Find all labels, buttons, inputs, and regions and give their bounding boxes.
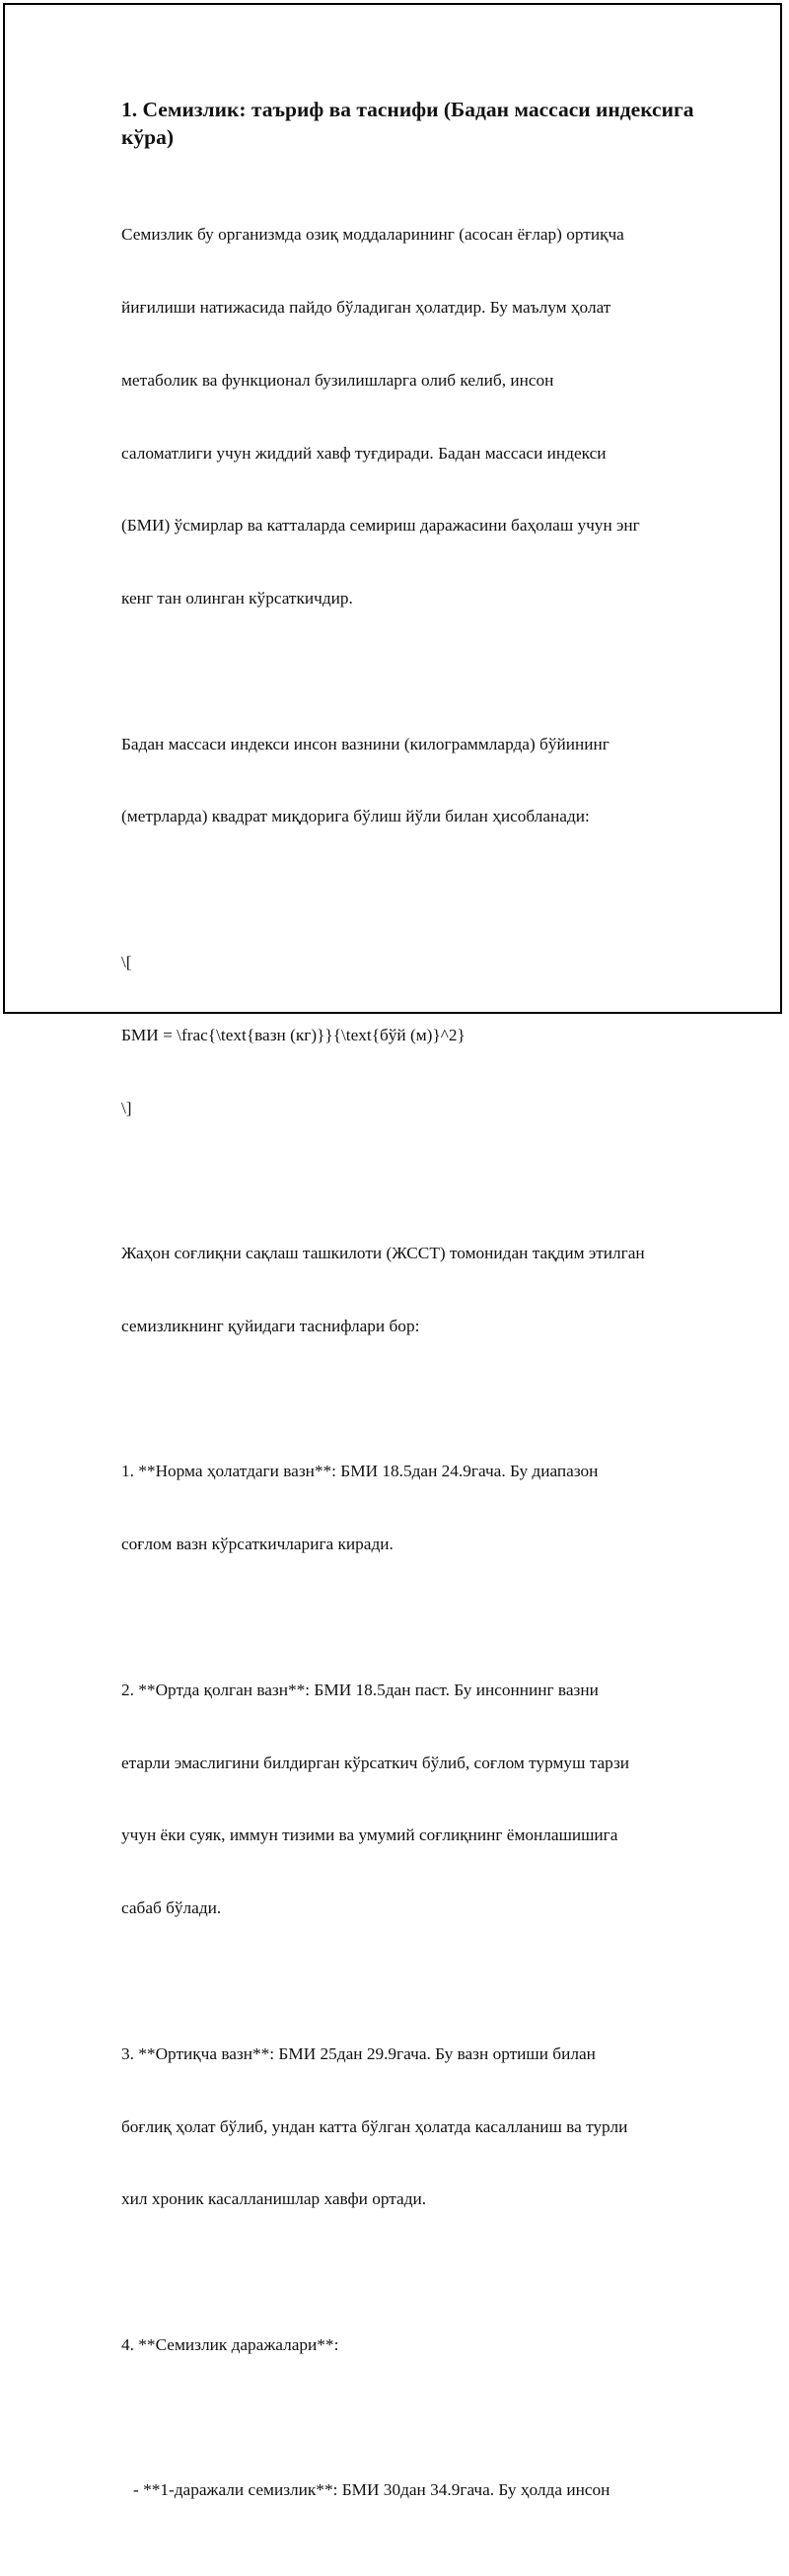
list-item-underweight bbox=[121, 1630, 703, 1969]
document-body bbox=[121, 96, 703, 2576]
text-line: Семизлик бу организмда озиқ моддаларининг (асосан ёғлар) ортиқча bbox=[121, 225, 624, 245]
text-line: - **1-даражали семизлик**: БМИ 30дан 34.9гача. Бу ҳолда инсон bbox=[133, 2480, 610, 2500]
bmi-method-paragraph bbox=[121, 683, 703, 878]
heading-line: 1. Семизлик: таъриф ва таснифи (Бадан массаси индексига bbox=[121, 98, 694, 121]
text-line: йиғилиши натижасида пайдо бўладиган ҳолатдир. Бу маълум ҳолат bbox=[121, 297, 611, 317]
formula-block bbox=[121, 902, 703, 1170]
definition-paragraph bbox=[121, 175, 703, 660]
formula-line: \[ bbox=[121, 953, 132, 971]
text-line: боғлиқ ҳолат бўлиб, ундан катта бўлган ҳолатда касалланиш ва турли bbox=[121, 2116, 628, 2136]
text-line: 2. **Ортда қолган вазн**: БМИ 18.5дан паст. Бу инсоннинг вазни bbox=[121, 1680, 599, 1699]
text-line: хил хроник касалланишлар хавфи ортади. bbox=[121, 2189, 427, 2209]
text-line: (метрларда) квадрат миқдорига бўлиш йўли билан ҳисобланади: bbox=[121, 807, 590, 826]
text-line: семизликнинг қуйидаги таснифлари бор: bbox=[121, 1316, 420, 1335]
formula-line: БМИ = \frac{\text{вазн (кг)}}{\text{бўй (м)}^2} bbox=[121, 1025, 466, 1044]
text-line: Бадан массаси индекси инсон вазнини (килограммларда) бўйининг bbox=[121, 734, 610, 753]
text-line: 4. **Семизлик даражалари**: bbox=[121, 2334, 339, 2354]
text-line: учун ёки суяк, иммун тизими ва умумий соғлиқнинг ёмонлашишига bbox=[121, 1825, 618, 1845]
text-line: (БМИ) ўсмирлар ва катталарда семириш даражасини баҳолаш учун энг bbox=[121, 516, 640, 536]
list-item-obesity-degrees bbox=[121, 2285, 703, 2406]
page-frame bbox=[3, 3, 782, 2500]
text-line: етарли эмаслигини билдирган кўрсаткич бўлиб, соғлом турмуш тарзи bbox=[121, 1753, 630, 1772]
formula-line: \] bbox=[121, 1098, 132, 1117]
heading-line: кўра) bbox=[121, 125, 175, 149]
text-line: сабаб бўлади. bbox=[121, 1898, 222, 1918]
text-line: 3. **Ортиқча вазн**: БМИ 25дан 29.9гача. Бу вазн ортиши билан bbox=[121, 2043, 596, 2063]
text-line: кенг тан олинган кўрсаткичдир. bbox=[121, 589, 353, 608]
text-line: Жаҳон соғлиқни сақлаш ташкилоти (ЖССТ) томонидан тақдим этилган bbox=[121, 1244, 645, 1263]
text-line: 1. **Норма ҳолатдаги вазн**: БМИ 18.5дан 24.9гача. Бу диапазон bbox=[121, 1462, 599, 1481]
list-item-overweight bbox=[121, 1994, 703, 2261]
list-item-normal-weight bbox=[121, 1411, 703, 1606]
text-line: метаболик ва функционал бузилишларга олиб келиб, инсон bbox=[121, 370, 554, 390]
who-intro-paragraph bbox=[121, 1193, 703, 1388]
section-heading bbox=[121, 96, 703, 151]
text-line: соғлом вазн кўрсаткичларига киради. bbox=[121, 1535, 394, 1554]
text-line: саломатлиги учун жиддий хавф туғдиради. Бадан массаси индекси bbox=[121, 443, 607, 463]
sub-item-first-degree bbox=[121, 2430, 703, 2551]
